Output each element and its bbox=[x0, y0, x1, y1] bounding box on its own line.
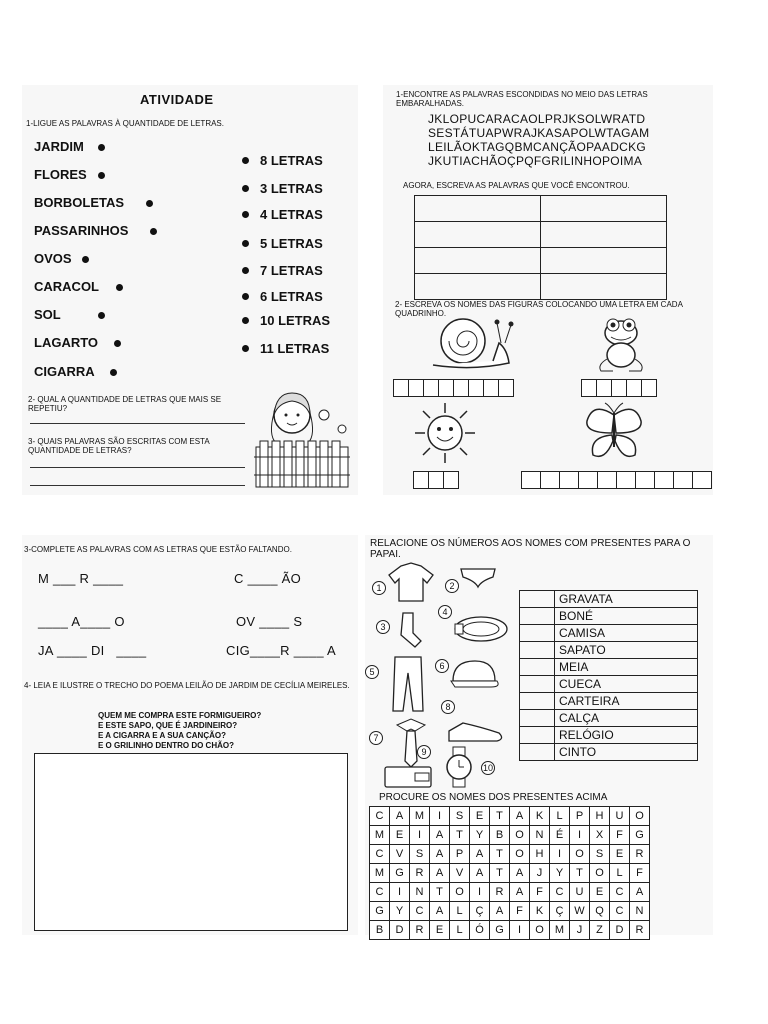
connect-dot[interactable] bbox=[242, 185, 249, 192]
word-blank[interactable]: JA ____ DI ____ bbox=[38, 643, 147, 658]
gift-row bbox=[520, 625, 698, 642]
grid-cell[interactable]: A bbox=[430, 864, 450, 883]
section-letter-count bbox=[22, 85, 358, 495]
grid-row bbox=[370, 921, 650, 940]
frog-icon bbox=[593, 315, 649, 375]
gift-name: BONÉ bbox=[555, 608, 698, 625]
grid-cell[interactable]: Y bbox=[390, 902, 410, 921]
grid-row bbox=[370, 883, 650, 902]
grid-cell[interactable]: L bbox=[450, 921, 470, 940]
grid-cell[interactable]: É bbox=[550, 826, 570, 845]
word-item: LAGARTO bbox=[34, 335, 99, 350]
word-item: PASSARINHOS bbox=[34, 223, 129, 238]
grid-row bbox=[370, 807, 650, 826]
butterfly-icon bbox=[579, 401, 649, 465]
connect-dot[interactable] bbox=[242, 293, 249, 300]
shirt-icon bbox=[389, 563, 433, 601]
frog-letter-boxes[interactable] bbox=[581, 379, 656, 397]
word-item: CARACOL bbox=[34, 279, 99, 294]
letter-line: LEILÃOKTAGQBMCANÇÃOPAADCKG bbox=[428, 140, 647, 154]
number-marker: 4 bbox=[438, 605, 452, 619]
gift-illustrations bbox=[371, 561, 521, 791]
count-item: 6 LETRAS bbox=[260, 289, 323, 304]
grid-cell[interactable]: A bbox=[470, 845, 490, 864]
connect-dot[interactable] bbox=[242, 157, 249, 164]
grid-cell[interactable]: O bbox=[450, 883, 470, 902]
word-blank[interactable]: M ___ R ____ bbox=[38, 571, 124, 586]
gift-row bbox=[520, 676, 698, 693]
grid-cell[interactable]: U bbox=[610, 807, 630, 826]
grid-cell[interactable]: E bbox=[470, 807, 490, 826]
grid-cell[interactable]: C bbox=[410, 902, 430, 921]
grid-cell[interactable]: A bbox=[430, 902, 450, 921]
grid-cell[interactable]: Y bbox=[470, 826, 490, 845]
grid-cell[interactable]: L bbox=[550, 807, 570, 826]
gift-name-table bbox=[519, 590, 698, 761]
instruction: 3-COMPLETE AS PALAVRAS COM AS LETRAS QUE ESTÃO FALTANDO. bbox=[24, 545, 292, 554]
grid-cell[interactable]: P bbox=[450, 845, 470, 864]
grid-cell[interactable]: P bbox=[570, 807, 590, 826]
number-marker: 10 bbox=[482, 763, 493, 773]
grid-cell[interactable]: O bbox=[570, 845, 590, 864]
grid-cell[interactable]: G bbox=[370, 902, 390, 921]
gift-row bbox=[520, 727, 698, 744]
grid-cell[interactable]: G bbox=[490, 921, 510, 940]
word-item: OVOS bbox=[34, 251, 72, 266]
word-blank[interactable]: OV ____ S bbox=[236, 614, 303, 629]
grid-cell[interactable]: S bbox=[410, 845, 430, 864]
grid-cell[interactable]: G bbox=[630, 826, 650, 845]
pants-icon bbox=[393, 657, 423, 711]
grid-cell[interactable]: T bbox=[570, 864, 590, 883]
connect-dot[interactable] bbox=[242, 211, 249, 218]
grid-cell[interactable]: Z bbox=[590, 921, 610, 940]
grid-cell[interactable]: D bbox=[390, 921, 410, 940]
gift-row bbox=[520, 744, 698, 761]
grid-cell[interactable]: T bbox=[450, 826, 470, 845]
number-answer-cell[interactable] bbox=[520, 591, 555, 608]
poem-line: QUEM ME COMPRA ESTE FORMIGUEIRO? bbox=[98, 711, 262, 720]
count-item: 5 LETRAS bbox=[260, 236, 323, 251]
section-gifts bbox=[365, 535, 713, 935]
grid-cell[interactable]: I bbox=[470, 883, 490, 902]
grid-cell[interactable]: D bbox=[610, 921, 630, 940]
word-item: CIGARRA bbox=[34, 364, 95, 379]
gift-name: CUECA bbox=[555, 676, 698, 693]
count-item: 7 LETRAS bbox=[260, 263, 323, 278]
grid-cell[interactable]: N bbox=[530, 826, 550, 845]
grid-cell[interactable]: V bbox=[450, 864, 470, 883]
grid-cell[interactable]: O bbox=[510, 826, 530, 845]
grid-cell[interactable]: E bbox=[590, 883, 610, 902]
grid-row bbox=[370, 902, 650, 921]
count-item: 11 LETRAS bbox=[260, 341, 330, 356]
grid-cell[interactable]: C bbox=[550, 883, 570, 902]
grid-row bbox=[370, 845, 650, 864]
grid-cell[interactable]: N bbox=[630, 902, 650, 921]
grid-cell[interactable]: H bbox=[590, 807, 610, 826]
grid-cell[interactable]: O bbox=[510, 845, 530, 864]
grid-cell[interactable]: Ó bbox=[470, 921, 490, 940]
gift-row bbox=[520, 693, 698, 710]
number-marker: 5 bbox=[365, 665, 379, 679]
answer-line[interactable] bbox=[30, 423, 245, 424]
grid-cell[interactable]: R bbox=[630, 921, 650, 940]
question-3: 3- QUAIS PALAVRAS SÃO ESCRITAS COM ESTA QUANTIDADE DE LETRAS? bbox=[28, 437, 210, 455]
poem-line: E O GRILINHO DENTRO DO CHÃO? bbox=[98, 741, 234, 750]
connect-dot[interactable] bbox=[242, 267, 249, 274]
write-instruction: AGORA, ESCREVA AS PALAVRAS QUE VOCÊ ENCONTROU. bbox=[403, 181, 630, 190]
grid-cell[interactable]: N bbox=[410, 883, 430, 902]
grid-cell[interactable]: I bbox=[390, 883, 410, 902]
poem-line: E ESTE SAPO, QUE É JARDINEIRO? bbox=[98, 721, 238, 730]
section-complete-words bbox=[22, 535, 358, 935]
letter-line: SESTÁTUAPWRAJKASAPOLWTAGAM bbox=[428, 126, 650, 140]
gift-name: CARTEIRA bbox=[555, 693, 698, 710]
butterfly-letter-boxes[interactable] bbox=[521, 471, 711, 489]
grid-cell[interactable]: Ç bbox=[470, 902, 490, 921]
grid-cell[interactable]: O bbox=[590, 864, 610, 883]
figures-instruction: 2- ESCREVA OS NOMES DAS FIGURAS COLOCANDO UMA LETRA EM CADA QUADRINHO. bbox=[395, 300, 683, 318]
grid-cell[interactable]: R bbox=[490, 883, 510, 902]
gift-row bbox=[520, 710, 698, 727]
grid-row bbox=[370, 864, 650, 883]
sun-letter-boxes[interactable] bbox=[413, 471, 458, 489]
grid-cell[interactable]: A bbox=[510, 807, 530, 826]
grid-cell[interactable]: A bbox=[510, 883, 530, 902]
tie-icon bbox=[397, 719, 425, 767]
gift-name: SAPATO bbox=[555, 642, 698, 659]
grid-cell[interactable]: O bbox=[530, 921, 550, 940]
grid-cell[interactable]: I bbox=[510, 921, 530, 940]
grid-cell[interactable]: E bbox=[430, 921, 450, 940]
grid-cell[interactable]: M bbox=[370, 826, 390, 845]
girl-garden-illustration bbox=[254, 385, 354, 493]
grid-cell[interactable]: K bbox=[530, 902, 550, 921]
grid-cell[interactable]: C bbox=[610, 902, 630, 921]
grid-cell[interactable]: A bbox=[430, 845, 450, 864]
grid-cell[interactable]: G bbox=[390, 864, 410, 883]
grid-cell[interactable]: C bbox=[370, 845, 390, 864]
connect-dot[interactable] bbox=[150, 228, 157, 235]
number-marker: 2 bbox=[445, 579, 459, 593]
number-marker: 9 bbox=[417, 745, 431, 759]
section-word-search bbox=[383, 85, 713, 495]
grid-cell[interactable]: U bbox=[570, 883, 590, 902]
connect-dot[interactable] bbox=[146, 200, 153, 207]
number-answer-cell[interactable] bbox=[520, 710, 555, 727]
word-blank[interactable]: ____ A____ O bbox=[38, 614, 125, 629]
gift-name: MEIA bbox=[555, 659, 698, 676]
gift-name: GRAVATA bbox=[555, 591, 698, 608]
grid-cell[interactable]: I bbox=[570, 826, 590, 845]
number-answer-cell[interactable] bbox=[520, 727, 555, 744]
number-marker: 7 bbox=[369, 731, 383, 745]
number-marker: 1 bbox=[372, 581, 386, 595]
answer-line[interactable] bbox=[30, 485, 245, 486]
number-answer-cell[interactable] bbox=[520, 744, 555, 761]
word-item: FLORES bbox=[34, 167, 87, 182]
grid-cell[interactable]: Ç bbox=[550, 902, 570, 921]
word-blank[interactable]: C ____ ÃO bbox=[234, 571, 302, 586]
letter-block bbox=[428, 112, 649, 168]
watch-icon bbox=[447, 747, 471, 787]
grid-cell[interactable]: C bbox=[370, 883, 390, 902]
grid-cell[interactable]: F bbox=[530, 883, 550, 902]
wallet-icon bbox=[385, 767, 431, 787]
word-item: JARDIM bbox=[34, 139, 84, 154]
grid-cell[interactable]: M bbox=[370, 864, 390, 883]
gift-row bbox=[520, 642, 698, 659]
count-item: 10 LETRAS bbox=[260, 313, 331, 328]
grid-cell[interactable]: A bbox=[510, 864, 530, 883]
grid-cell[interactable]: J bbox=[530, 864, 550, 883]
connect-dot[interactable] bbox=[98, 144, 105, 151]
grid-cell[interactable]: F bbox=[630, 864, 650, 883]
gift-row bbox=[520, 659, 698, 676]
connect-dot[interactable] bbox=[82, 256, 89, 263]
cap-icon bbox=[451, 661, 498, 687]
search-title: PROCURE OS NOMES DOS PRESENTES ACIMA bbox=[379, 792, 608, 803]
grid-cell[interactable]: M bbox=[410, 807, 430, 826]
number-marker: 3 bbox=[376, 620, 390, 634]
grid-cell[interactable]: J bbox=[570, 921, 590, 940]
grid-cell[interactable]: V bbox=[390, 845, 410, 864]
grid-cell[interactable]: R bbox=[630, 845, 650, 864]
grid-cell[interactable]: A bbox=[430, 826, 450, 845]
number-answer-cell[interactable] bbox=[520, 642, 555, 659]
answer-line[interactable] bbox=[30, 467, 245, 468]
grid-cell[interactable]: X bbox=[590, 826, 610, 845]
letter-line: JKUTIACHÃOÇPQFGRILINHOPOIMA bbox=[428, 154, 643, 168]
grid-cell[interactable]: A bbox=[630, 883, 650, 902]
word-item: SOL bbox=[34, 307, 61, 322]
number-marker: 6 bbox=[435, 659, 449, 673]
connect-dot[interactable] bbox=[98, 312, 105, 319]
gift-name: CALÇA bbox=[555, 710, 698, 727]
grid-cell[interactable]: E bbox=[390, 826, 410, 845]
snail-icon bbox=[423, 313, 523, 373]
instruction: 1-LIGUE AS PALAVRAS À QUANTIDADE DE LETRAS. bbox=[26, 119, 224, 128]
grid-cell[interactable]: T bbox=[490, 807, 510, 826]
connect-dot[interactable] bbox=[98, 172, 105, 179]
poem bbox=[98, 711, 261, 751]
grid-cell[interactable]: H bbox=[530, 845, 550, 864]
grid-cell[interactable]: C bbox=[610, 883, 630, 902]
instruction: 1-ENCONTRE AS PALAVRAS ESCONDIDAS NO MEIO DAS LETRAS EMBARALHADAS. bbox=[396, 90, 648, 108]
connect-dot[interactable] bbox=[114, 340, 121, 347]
grid-cell[interactable]: I bbox=[410, 826, 430, 845]
poem-instruction: 4- LEIA E ILUSTRE O TRECHO DO POEMA LEILÃO DE JARDIM DE CECÍLIA MEIRELES. bbox=[24, 681, 350, 690]
grid-cell[interactable]: L bbox=[450, 902, 470, 921]
grid-cell[interactable]: O bbox=[630, 807, 650, 826]
grid-cell[interactable]: I bbox=[430, 807, 450, 826]
grid-cell[interactable]: E bbox=[610, 845, 630, 864]
gift-name: RELÓGIO bbox=[555, 727, 698, 744]
number-answer-cell[interactable] bbox=[520, 625, 555, 642]
grid-cell[interactable]: L bbox=[610, 864, 630, 883]
count-item: 4 LETRAS bbox=[260, 207, 323, 222]
shoe-icon bbox=[449, 723, 502, 741]
grid-row bbox=[370, 826, 650, 845]
grid-cell[interactable]: T bbox=[430, 883, 450, 902]
number-answer-cell[interactable] bbox=[520, 693, 555, 710]
section-title: ATIVIDADE bbox=[140, 92, 214, 107]
letter-line: JKLOPUCARACAOLPRJKSOLWRATD bbox=[428, 112, 646, 126]
drawing-box[interactable] bbox=[34, 753, 348, 931]
connect-dot[interactable] bbox=[242, 240, 249, 247]
word-blank[interactable]: CIG____R ____ A bbox=[226, 643, 337, 658]
snail-letter-boxes[interactable] bbox=[393, 379, 513, 397]
answer-table[interactable] bbox=[414, 195, 667, 300]
number-answer-cell[interactable] bbox=[520, 659, 555, 676]
grid-cell[interactable]: Q bbox=[590, 902, 610, 921]
grid-cell[interactable]: C bbox=[370, 807, 390, 826]
connect-dot[interactable] bbox=[242, 317, 249, 324]
gift-row bbox=[520, 608, 698, 625]
poem-line: E A CIGARRA E A SUA CANÇÃO? bbox=[98, 731, 226, 740]
sun-icon bbox=[413, 401, 477, 465]
number-marker: 8 bbox=[441, 700, 455, 714]
question-2: 2- QUAL A QUANTIDADE DE LETRAS QUE MAIS SE REPETIU? bbox=[28, 395, 222, 413]
grid-cell[interactable]: R bbox=[410, 864, 430, 883]
grid-cell[interactable]: B bbox=[490, 826, 510, 845]
number-answer-cell[interactable] bbox=[520, 608, 555, 625]
grid-cell[interactable]: A bbox=[470, 864, 490, 883]
grid-cell[interactable]: A bbox=[390, 807, 410, 826]
grid-cell[interactable]: S bbox=[590, 845, 610, 864]
grid-cell[interactable]: S bbox=[450, 807, 470, 826]
gift-row bbox=[520, 591, 698, 608]
connect-dot[interactable] bbox=[116, 284, 123, 291]
grid-cell[interactable]: R bbox=[410, 921, 430, 940]
grid-cell[interactable]: Y bbox=[550, 864, 570, 883]
underwear-icon bbox=[461, 569, 495, 587]
letter-grid[interactable] bbox=[369, 806, 650, 940]
grid-cell[interactable]: W bbox=[570, 902, 590, 921]
grid-cell[interactable]: F bbox=[610, 826, 630, 845]
grid-cell[interactable]: I bbox=[550, 845, 570, 864]
grid-cell[interactable]: K bbox=[530, 807, 550, 826]
grid-cell[interactable]: B bbox=[370, 921, 390, 940]
grid-cell[interactable]: T bbox=[490, 864, 510, 883]
connect-dot[interactable] bbox=[242, 345, 249, 352]
instruction: RELACIONE OS NÚMEROS AOS NOMES COM PRESENTES PARA O PAPAI. bbox=[370, 538, 691, 560]
gift-name: CINTO bbox=[555, 744, 698, 761]
connect-dot[interactable] bbox=[110, 369, 117, 376]
word-item: BORBOLETAS bbox=[34, 195, 125, 210]
grid-cell[interactable]: M bbox=[550, 921, 570, 940]
grid-cell[interactable]: T bbox=[490, 845, 510, 864]
belt-icon bbox=[455, 617, 507, 641]
count-item: 3 LETRAS bbox=[260, 181, 323, 196]
grid-cell[interactable]: A bbox=[490, 902, 510, 921]
sock-icon bbox=[401, 613, 421, 647]
count-item: 8 LETRAS bbox=[260, 153, 323, 168]
number-answer-cell[interactable] bbox=[520, 676, 555, 693]
gift-name: CAMISA bbox=[555, 625, 698, 642]
grid-cell[interactable]: F bbox=[510, 902, 530, 921]
